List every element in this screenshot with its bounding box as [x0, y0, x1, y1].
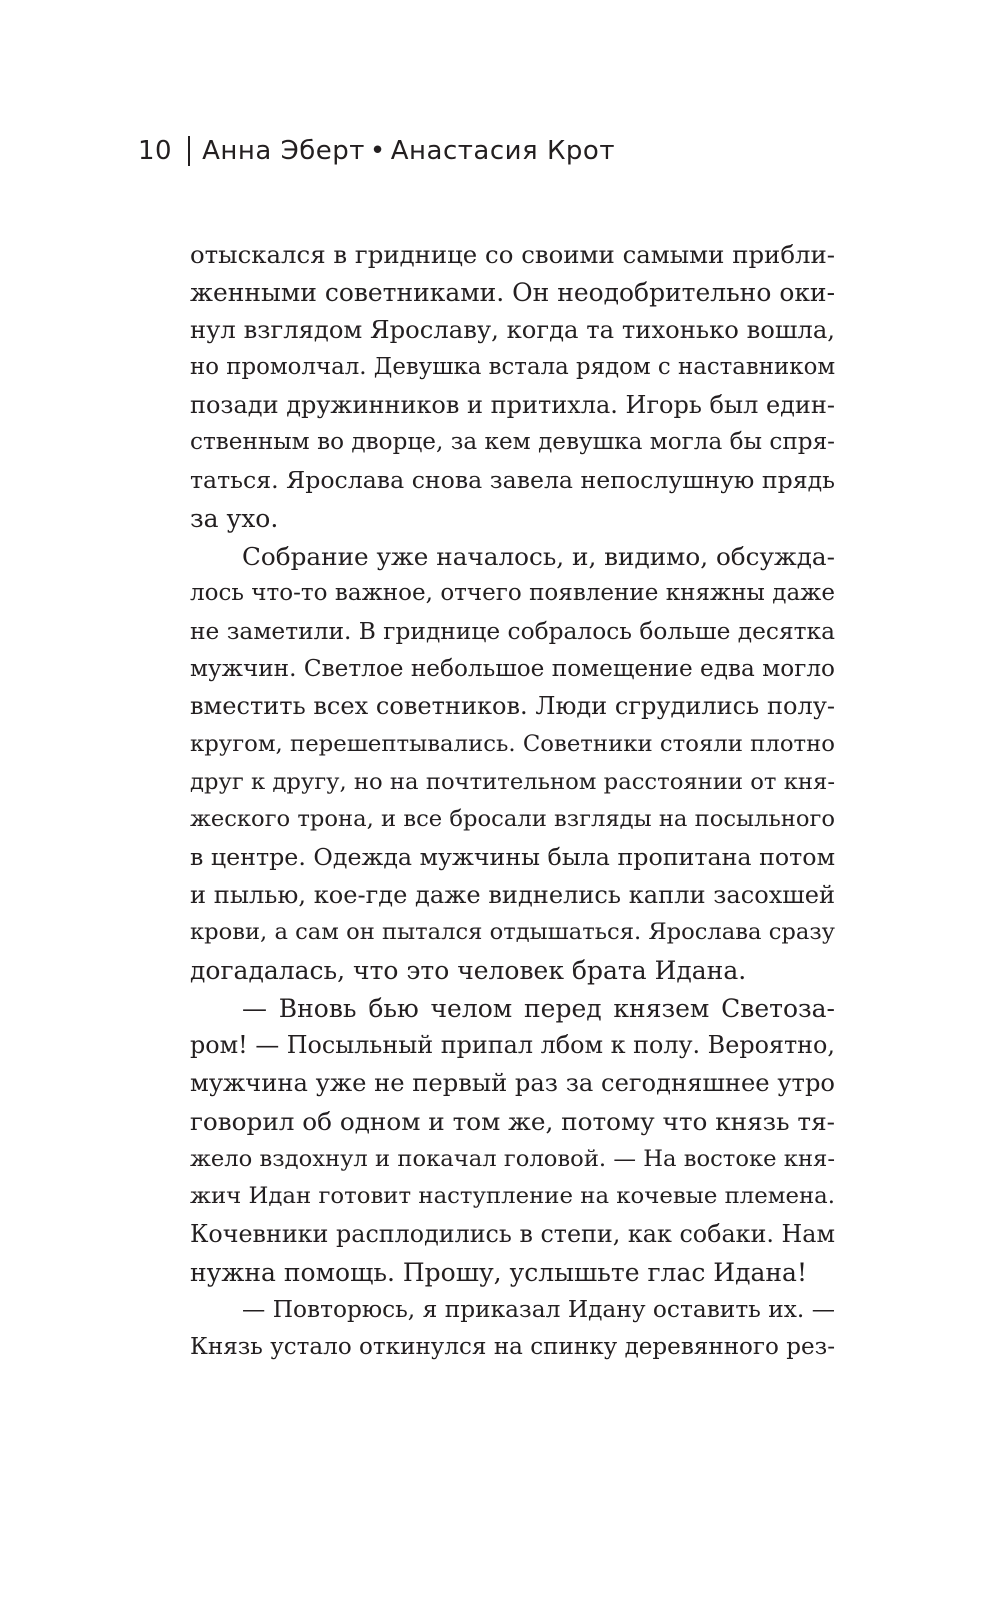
page-number: 10 — [138, 136, 173, 166]
text-line: кругом, перешептывались. Советники стояли плотно — [190, 730, 835, 757]
text-line: не заметили. В гриднице собралось больше десятка — [190, 617, 835, 645]
text-line: отыскался в гриднице со своими самыми прибли- — [190, 240, 835, 269]
text-line: вместить всех советников. Люди сгрудились полу- — [190, 692, 835, 721]
text-line: и пылью, кое-где даже виднелись капли засохшей — [190, 880, 835, 909]
text-line: жеского трона, и все бросали взгляды на посыльного — [190, 806, 835, 833]
text-line: в центре. Одежда мужчины была пропитана потом — [190, 843, 836, 871]
text-line: Собрание уже началось, и, видимо, обсужда- — [242, 541, 835, 571]
text-line: женными советниками. Он неодобрительно оки- — [190, 277, 835, 307]
text-line: — Вновь бью челом перед князем Светоза- — [242, 993, 835, 1023]
text-line: позади дружинников и притихла. Игорь был един- — [190, 390, 835, 419]
text-line: за ухо. — [190, 503, 279, 533]
text-line: крови, а сам он пытался отдышаться. Ярослава сразу — [190, 919, 835, 946]
text-line: мужчина уже не первый раз за сегодняшнее утро — [190, 1069, 835, 1098]
text-line: ром! — Посыльный припал лбом к полу. Вероятно, — [190, 1031, 835, 1060]
text-line: догадалась, что это человек брата Идана. — [190, 956, 747, 986]
text-line: таться. Ярослава снова завела непослушную прядь — [190, 466, 835, 495]
header-author-one: Анна Эберт — [202, 136, 365, 166]
header-author-two: Анастасия Крот — [390, 136, 615, 166]
text-line: нужна помощь. Прошу, услышьте глас Идана! — [190, 1257, 808, 1287]
running-header — [138, 131, 615, 171]
body-text — [190, 236, 835, 1367]
text-line: жело вздохнул и покачал головой. — На востоке кня- — [190, 1145, 835, 1172]
text-line: мужчин. Светлое небольшое помещение едва могло — [190, 655, 835, 682]
text-line: Кочевники расплодились в степи, как собаки. Нам — [190, 1219, 835, 1248]
header-bullet: • — [369, 136, 386, 166]
text-line: ственным во дворце, за кем девушка могла бы спря- — [190, 429, 835, 456]
text-line: говорил об одном и том же, потому что князь тя- — [190, 1106, 835, 1136]
text-line: — Повторюсь, я приказал Идану оставить их. — — [242, 1296, 835, 1324]
text-line: нул взглядом Ярославу, когда та тихонько вошла, — [190, 315, 835, 345]
text-line: друг к другу, но на почтительном расстоянии от кня- — [190, 768, 835, 795]
header-divider — [188, 136, 190, 166]
text-line: лось что-то важное, отчего появление княжны даже — [190, 580, 835, 607]
text-line: Князь устало откинулся на спинку деревянного рез- — [190, 1333, 835, 1360]
text-line: но промолчал. Девушка встала рядом с наставником — [190, 354, 836, 381]
text-line: жич Идан готовит наступление на кочевые племена. — [190, 1183, 835, 1210]
